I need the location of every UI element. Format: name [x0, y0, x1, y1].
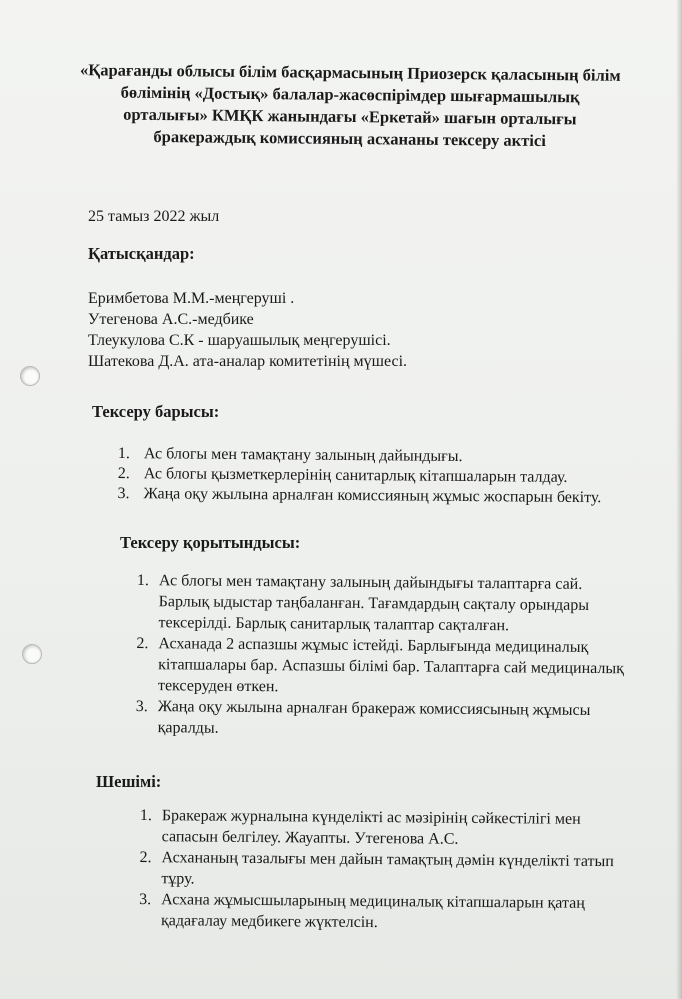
punch-hole: [20, 366, 40, 386]
document-title: [70, 59, 631, 153]
item-text-line: қаралды.: [157, 719, 219, 737]
document-date: 25 тамыз 2022 жыл: [88, 208, 220, 225]
title-line: «Қарағанды облысы білім басқармасының Приозерск қаласының білім: [79, 60, 621, 85]
item-text-line: Жаңа оқу жылына арналған бракераж комиссиясының жұмысы: [157, 698, 591, 719]
item-number: 1.: [117, 444, 130, 463]
list-item: [136, 696, 656, 743]
item-text-line: тексеруден өткен.: [157, 677, 279, 696]
item-text-line: қадағалау медбикеге жүктелсін.: [160, 912, 378, 932]
item-number: 2.: [139, 848, 152, 867]
item-number: 1.: [136, 571, 149, 590]
item-text-line: Асханада 2 аспазшы жұмыс істейді. Барлығында медициналық: [158, 635, 589, 656]
punch-hole: [22, 644, 42, 664]
item-text-line: Барлық ыдыстар таңбаланған. Тағамдардың сақталу орындары: [158, 593, 590, 614]
results-heading: Тексеру қорытындысы:: [120, 533, 301, 552]
title-line: орталығы» КМҚК жанындағы «Еркетай» шағын орталығы: [123, 104, 577, 129]
item-text-line: тұру.: [161, 870, 195, 888]
item-text-line: кітапшалары бар. Аспазшы білімі бар. Талаптарға сай медициналық: [158, 656, 624, 678]
item-number: 2.: [136, 634, 149, 653]
list-item: [117, 484, 637, 509]
participant: Тлеукулова С.К - шаруашылық меңгерушісі.: [88, 332, 391, 349]
participant: Утегенова А.С.-медбике: [88, 311, 254, 328]
list-item: [140, 805, 640, 851]
list-item: [136, 570, 657, 638]
list-item: [136, 633, 657, 701]
participants-list: [88, 288, 407, 372]
item-number: 1.: [139, 806, 152, 825]
item-text-line: Асхана жұмысшыларының медициналық кітапшаларын қатаң: [161, 891, 585, 912]
list-item: [139, 847, 639, 893]
item-number: 2.: [117, 464, 130, 483]
title-line: бракераждық комиссияның асхананы тексеру актісі: [153, 126, 546, 151]
item-text: Ас блогы қызметкерлерінің санитарлық кітапшаларын талдау.: [143, 465, 568, 486]
item-text-line: Асхананың тазалығы мен дайын тамақтың дәмін күнделікті татып: [161, 849, 614, 871]
item-text: Жаңа оқу жылына арналған комиссияның жұмыс жоспарын бекіту.: [143, 485, 602, 507]
participants-heading: Қатысқандар:: [88, 244, 195, 263]
participant: Еримбетова М.М.-меңгеруші .: [88, 290, 295, 307]
item-number: 3.: [139, 890, 152, 909]
decision-list: [139, 805, 640, 935]
item-text: Ас блогы мен тамақтану залының дайындығы.: [143, 445, 463, 466]
title-line: бөлімінің «Достық» балалар-жасөспірімдер шығармашылық: [120, 82, 580, 107]
item-text-line: тексерілді. Барлық санитарлық талаптар сақталған.: [158, 614, 510, 635]
list-item: [139, 889, 639, 935]
item-number: 3.: [117, 484, 130, 503]
item-text-line: сапасын белгілеу. Жауапты. Утегенова А.С.: [161, 828, 459, 848]
progress-heading: Тексеру барысы:: [92, 402, 220, 421]
decision-heading: Шешімі:: [96, 772, 162, 791]
page-edge-shadow: [676, 0, 682, 999]
participant: Шатекова Д.А. ата-аналар комитетінің мүшесі.: [88, 353, 408, 370]
item-number: 3.: [135, 697, 148, 716]
item-text-line: Ас блогы мен тамақтану залының дайындығы талаптарға сай.: [158, 572, 583, 593]
progress-list: [117, 444, 638, 509]
item-text-line: Бракераж журналына күнделікті ас мәзірінің сәйкестілігі мен: [161, 807, 581, 828]
results-list: [136, 570, 657, 743]
